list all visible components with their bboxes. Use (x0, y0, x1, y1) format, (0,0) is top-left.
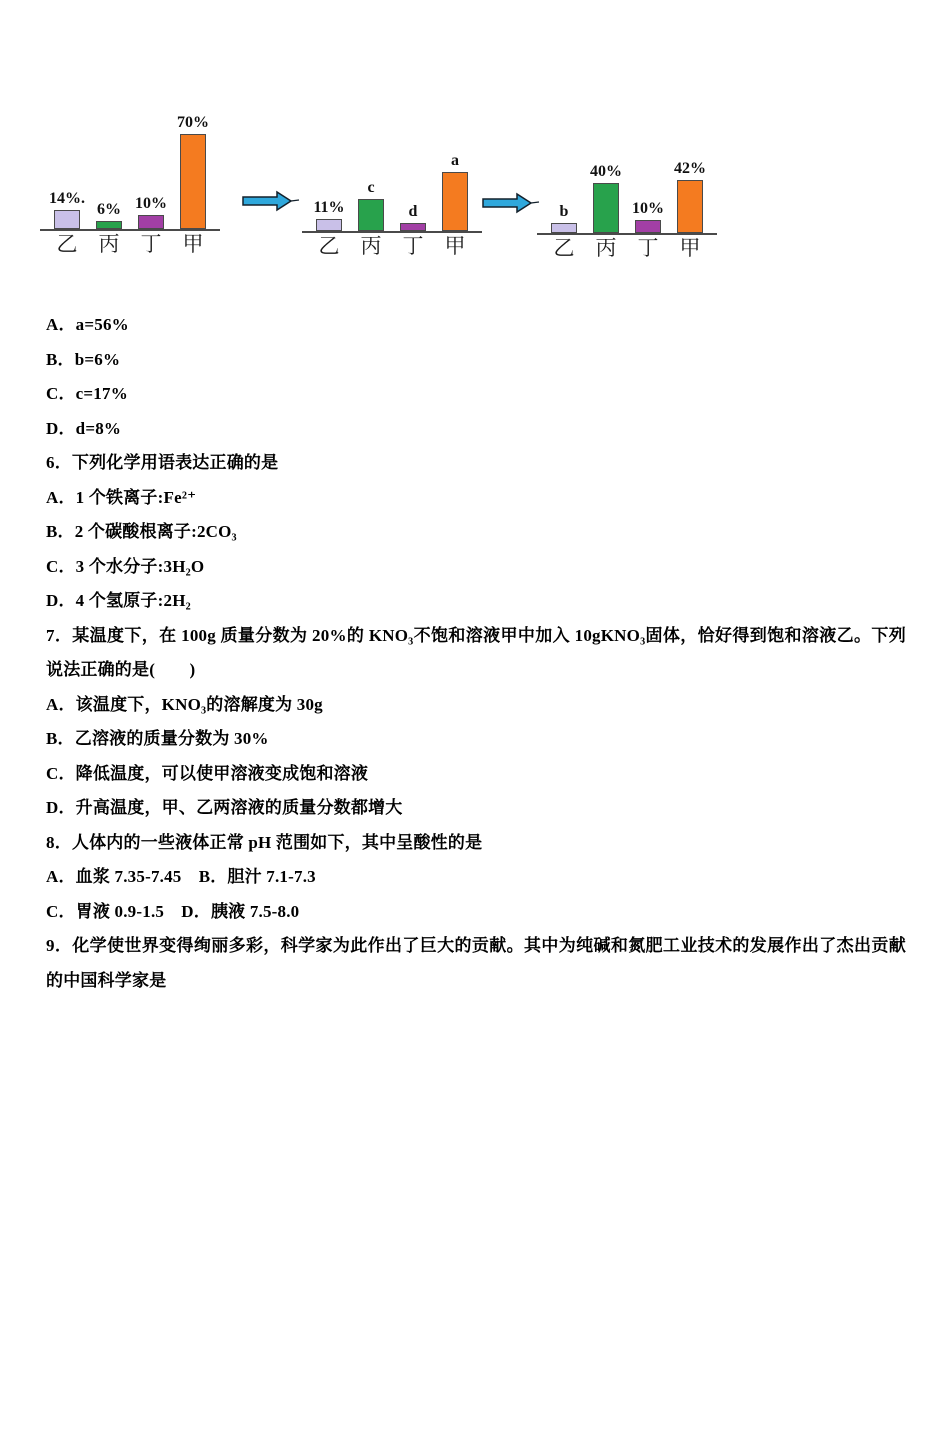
bar-value-label: 70% (177, 113, 209, 131)
bar-jia (677, 180, 703, 233)
category-label: 丙 (360, 233, 382, 258)
bar-chart-final (537, 160, 717, 260)
bar-group (442, 152, 468, 231)
category-label: 乙 (318, 233, 340, 258)
q9-stem: 9．化学使世界变得绚丽多彩，科学家为此作出了巨大的贡献。其中为纯碱和氮肥工业技术的发展作出了杰出贡献的中国科学家是 (46, 936, 906, 990)
bar-ding (138, 215, 164, 229)
bar-group (358, 179, 384, 231)
bar-value-label: 14%. (49, 189, 85, 207)
q7-option-b: B．乙溶液的质量分数为 30% (46, 729, 269, 748)
q8-stem: 8．人体内的一些液体正常 pH 范围如下，其中呈酸性的是 (46, 832, 483, 852)
category-label: 甲 (444, 233, 466, 258)
category-label: 甲 (679, 235, 701, 260)
bar-value-label: 10% (632, 199, 664, 217)
category-label: 丙 (595, 235, 617, 260)
bar-bing (96, 221, 122, 229)
bar-group (313, 198, 345, 231)
bar-value-label: b (559, 202, 569, 220)
bar-chart-initial (40, 114, 220, 256)
bar-value-label: 11% (313, 198, 345, 216)
chart-bars-row (40, 114, 220, 231)
q6-option-c: C．3 个水分子:3H₂O (46, 556, 205, 576)
q6-option-b: B．2 个碳酸根离子:2CO₃ (46, 522, 237, 541)
question-text-block (46, 308, 906, 998)
mass-fraction-bar-charts-figure (40, 108, 920, 260)
bar-group (632, 199, 664, 233)
bar-value-label: a (451, 151, 459, 169)
q5-option-d: D．d=8% (46, 418, 122, 438)
chart-category-labels (537, 237, 717, 260)
bar-chart-middle (302, 152, 482, 258)
chart-bars-row (537, 160, 717, 235)
bar-group (135, 194, 167, 229)
bar-bing (358, 199, 384, 231)
q8-options-ab: A．血浆 7.35-7.45 B．胆汁 7.1-7.3 (46, 867, 316, 886)
category-label: 乙 (553, 235, 575, 260)
bar-group (551, 203, 577, 233)
bar-group (96, 201, 122, 229)
bar-value-label: 40% (590, 162, 622, 180)
bar-ding (400, 223, 426, 231)
q7-option-a: A．该温度下，KNO₃的溶解度为 30g (46, 694, 323, 714)
category-label: 丁 (140, 231, 162, 256)
bar-jia (442, 172, 468, 231)
category-label: 丁 (402, 233, 424, 258)
category-label: 丙 (98, 231, 120, 256)
q5-option-a: A．a=56% (46, 315, 129, 334)
chart-category-labels (40, 233, 220, 256)
right-arrow-icon (242, 188, 300, 214)
bar-group (590, 162, 622, 233)
q6-stem: 6．下列化学用语表达正确的是 (46, 453, 279, 472)
category-label: 丁 (637, 235, 659, 260)
chart-category-labels (302, 235, 482, 258)
bar-group (674, 159, 706, 233)
bar-yi (316, 219, 342, 231)
bar-value-label: 42% (674, 159, 706, 177)
bar-ding (635, 220, 661, 233)
bar-group (400, 203, 426, 231)
q7-option-c: C．降低温度，可以使甲溶液变成饱和溶液 (46, 763, 369, 783)
bar-jia (180, 134, 206, 229)
bar-group (177, 113, 209, 229)
bar-value-label: 6% (97, 200, 121, 218)
q8-options-cd: C．胃液 0.9-1.5 D．胰液 7.5-8.0 (46, 901, 300, 921)
category-label: 甲 (182, 231, 204, 256)
bar-bing (593, 183, 619, 233)
bar-value-label: d (408, 202, 418, 220)
q5-option-c: C．c=17% (46, 384, 128, 403)
right-arrow-icon (482, 190, 540, 216)
q7-stem: 7．某温度下，在 100g 质量分数为 20%的 KNO₃不饱和溶液甲中加入 10gKNO₃固体，恰好得到饱和溶液乙。下列说法正确的是( ) (46, 625, 906, 679)
bar-yi (551, 223, 577, 233)
bar-yi (54, 210, 80, 229)
bar-value-label: c (367, 178, 375, 196)
chart-bars-row (302, 152, 482, 233)
q7-option-d: D．升高温度，甲、乙两溶液的质量分数都增大 (46, 798, 403, 817)
q6-option-a: A．1 个铁离子:Fe²⁺ (46, 487, 197, 507)
bar-group (49, 189, 85, 229)
category-label: 乙 (56, 231, 78, 256)
q6-option-d: D．4 个氢原子:2H₂ (46, 591, 191, 610)
bar-value-label: 10% (135, 194, 167, 212)
q5-option-b: B．b=6% (46, 349, 121, 369)
